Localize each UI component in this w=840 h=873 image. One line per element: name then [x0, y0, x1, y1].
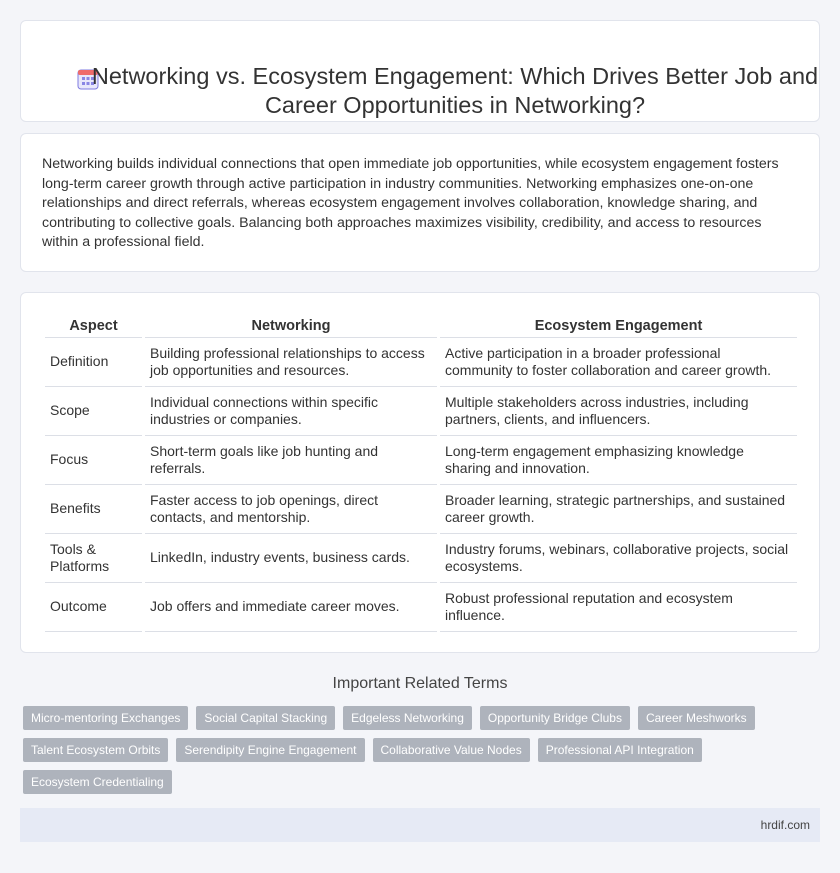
related-term-tag[interactable]: Social Capital Stacking: [196, 706, 335, 730]
row-ecosystem: Industry forums, webinars, collaborative projects, social ecosystems.: [440, 534, 797, 583]
related-term-tag[interactable]: Talent Ecosystem Orbits: [23, 738, 168, 762]
table-row: [45, 338, 797, 387]
header-networking: Networking: [145, 315, 437, 338]
row-ecosystem: Active participation in a broader professional community to foster collaboration and career growth.: [440, 338, 797, 387]
related-term-tag[interactable]: Ecosystem Credentialing: [23, 770, 172, 794]
row-networking: Building professional relationships to access job opportunities and resources.: [145, 338, 437, 387]
row-aspect: Benefits: [45, 485, 142, 534]
summary-text: Networking builds individual connections that open immediate job opportunities, while ecosystem engagement fosters long-term career growth through active participation in industry communities. Networking emphasizes one-on-one relationships and direct referrals, whereas ecosystem engagement involves collaboration, knowledge sharing, and contributing to collective goals. Balancing both approaches maximizes visibility, credibility, and access to resources within a professional field.: [42, 156, 779, 250]
row-aspect: Tools & Platforms: [45, 534, 142, 583]
summary-card: [20, 133, 820, 272]
table-row: [45, 485, 797, 534]
related-term-tag[interactable]: Career Meshworks: [638, 706, 755, 730]
row-aspect: Outcome: [45, 583, 142, 632]
related-terms-title: Important Related Terms: [332, 675, 508, 692]
related-term-tag[interactable]: Professional API Integration: [538, 738, 702, 762]
row-networking: Faster access to job openings, direct contacts, and mentorship.: [145, 485, 437, 534]
row-aspect: Scope: [45, 387, 142, 436]
table-row: [45, 583, 797, 632]
table-header-row: [45, 315, 797, 338]
row-networking: Job offers and immediate career moves.: [145, 583, 437, 632]
row-networking: LinkedIn, industry events, business cards.: [145, 534, 437, 583]
related-term-tag[interactable]: Edgeless Networking: [343, 706, 472, 730]
table-row: [45, 534, 797, 583]
footer: [20, 808, 820, 842]
comparison-table: [42, 315, 800, 632]
table-row: [45, 436, 797, 485]
header-ecosystem: Ecosystem Engagement: [440, 315, 797, 338]
footer-site-link[interactable]: hrdif.com: [760, 818, 810, 832]
table-row: [45, 387, 797, 436]
row-aspect: Definition: [45, 338, 142, 387]
row-ecosystem: Broader learning, strategic partnerships, and sustained career growth.: [440, 485, 797, 534]
related-terms-list: [23, 706, 803, 794]
page-title: Networking vs. Ecosystem Engagement: Which Drives Better Job and Career Opportunities in Networking?: [91, 63, 819, 118]
row-ecosystem: Robust professional reputation and ecosystem influence.: [440, 583, 797, 632]
title-card: [20, 20, 820, 122]
comparison-card: [20, 292, 820, 653]
row-aspect: Focus: [45, 436, 142, 485]
row-ecosystem: Long-term engagement emphasizing knowledge sharing and innovation.: [440, 436, 797, 485]
related-term-tag[interactable]: Micro-mentoring Exchanges: [23, 706, 188, 730]
row-networking: Short-term goals like job hunting and referrals.: [145, 436, 437, 485]
header-aspect: Aspect: [45, 315, 142, 338]
related-term-tag[interactable]: Serendipity Engine Engagement: [176, 738, 364, 762]
row-networking: Individual connections within specific industries or companies.: [145, 387, 437, 436]
related-term-tag[interactable]: Opportunity Bridge Clubs: [480, 706, 630, 730]
related-term-tag[interactable]: Collaborative Value Nodes: [373, 738, 530, 762]
row-ecosystem: Multiple stakeholders across industries, including partners, clients, and influencers.: [440, 387, 797, 436]
